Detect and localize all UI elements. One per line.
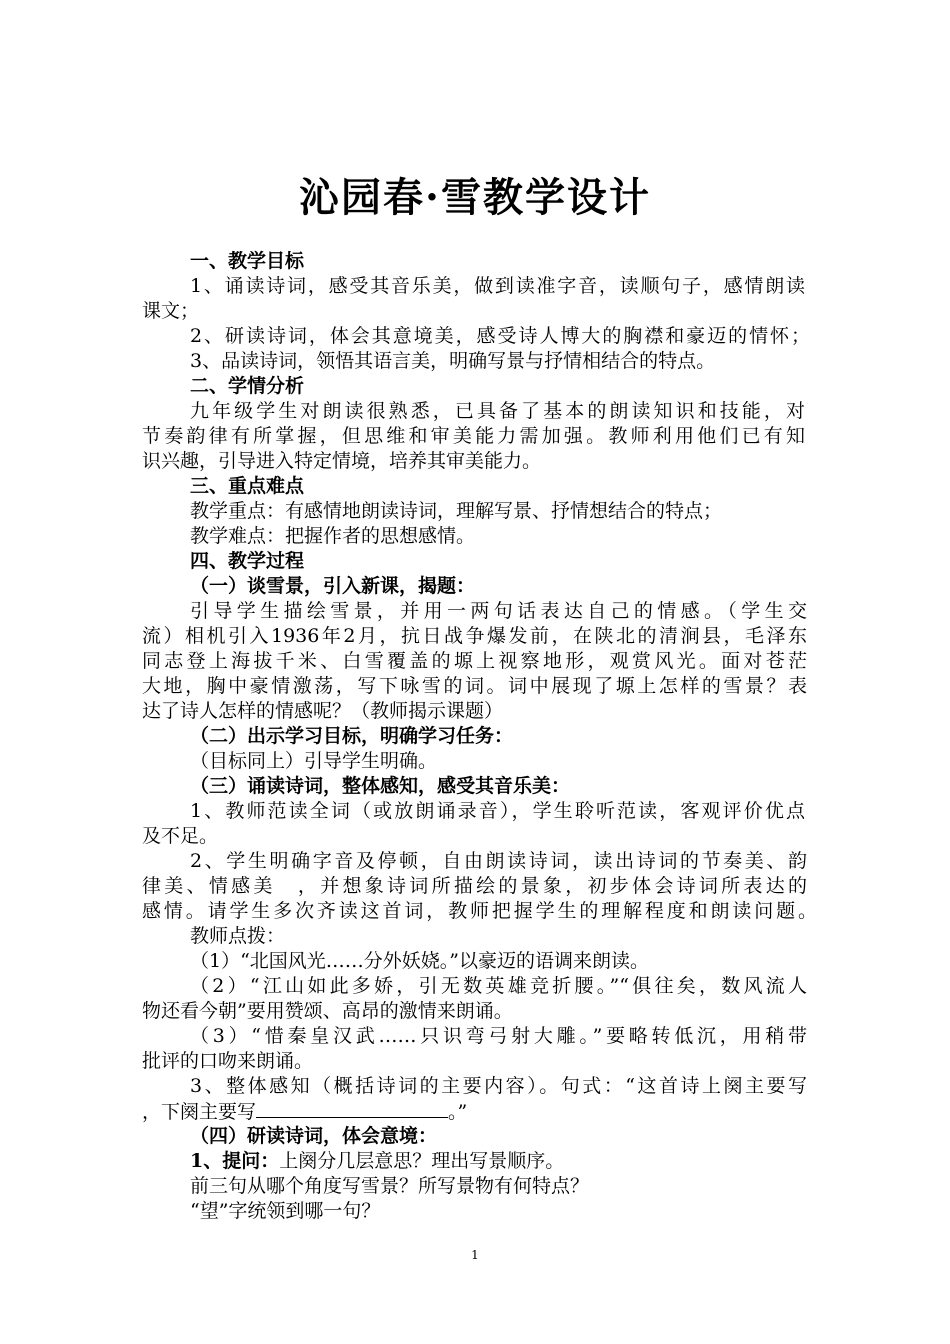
paragraph-line: 大地，胸中豪情激荡，写下咏雪的词。词中展现了塬上怎样的雪景？表: [142, 675, 807, 697]
fill-in-sentence: [142, 1099, 467, 1125]
subheading-part-2: （二）出示学习目标，明确学习任务：: [190, 725, 514, 747]
paragraph-line: 流）相机引入1936年2月，抗日战争爆发前，在陕北的清涧县，毛泽东: [142, 625, 807, 647]
subheading-part-4: （四）研读诗词，体会意境：: [190, 1125, 438, 1147]
paragraph-line: （3）“惜秦皇汉武……只识弯弓射大雕。”要略转低沉，用稍带: [190, 1025, 807, 1047]
paragraph-line: 3、整体感知（概括诗词的主要内容）。句式：“这首诗上阕主要写: [190, 1075, 807, 1097]
paragraph-line: 达了诗人怎样的情感呢？（教师揭示课题）: [142, 700, 504, 722]
heading-key-points: 三、重点难点: [190, 475, 305, 497]
paragraph-line: 引导学生描绘雪景，并用一两句话表达自己的情感。（学生交: [190, 600, 807, 622]
paragraph-line: 2、学生明确字音及停顿，自由朗读诗词，读出诗词的节奏美、韵: [190, 850, 807, 872]
paragraph-line: 九年级学生对朗读很熟悉，已具备了基本的朗读知识和技能，对: [190, 400, 805, 422]
fill-in-blank: [256, 1099, 448, 1118]
heading-teaching-process: 四、教学过程: [190, 550, 305, 572]
paragraph-line: 教学重点：有感情地朗读诗词，理解写景、抒情想结合的特点；: [190, 500, 723, 522]
heading-student-analysis: 二、学情分析: [190, 375, 305, 397]
paragraph-line: 物还看今朝”要用赞颂、高昂的激情来朗诵。: [142, 1000, 513, 1022]
paragraph-line: 识兴趣，引导进入特定情境，培养其审美能力。: [142, 450, 542, 472]
paragraph-line: 教师点拨：: [190, 925, 286, 947]
paragraph-line: （目标同上）引导学生明确。: [190, 750, 438, 772]
paragraph-line: 感情。请学生多次齐读这首词，教师把握学生的理解程度和朗读问题。: [142, 900, 817, 922]
paragraph-line: 2、研读诗词，体会其意境美，感受诗人博大的胸襟和豪迈的情怀；: [190, 325, 810, 347]
paragraph-line: 1、诵读诗词，感受其音乐美，做到读准字音，读顺句子，感情朗读: [190, 275, 805, 297]
question-text: 上阕分几层意思？理出写景顺序。: [279, 1150, 565, 1172]
document-title: 沁园春·雪教学设计: [299, 174, 651, 221]
page-number: 1: [471, 1248, 479, 1262]
paragraph-line: 及不足。: [142, 825, 219, 847]
subheading-part-1: （一）谈雪景，引入新课，揭题：: [190, 575, 476, 597]
paragraph-line: 前三句从哪个角度写雪景？所写景物有何特点？: [190, 1175, 590, 1197]
paragraph-line: 1、教师范读全词（或放朗诵录音），学生聆听范读，客观评价优点: [190, 800, 805, 822]
paragraph-line: 批评的口吻来朗诵。: [142, 1050, 314, 1072]
paragraph-line: （2）“江山如此多娇，引无数英雄竞折腰。”“俱往矣，数风流人: [190, 975, 807, 997]
paragraph-line: （1）“北国风光……分外妖娆。”以豪迈的语调来朗读。: [190, 950, 650, 972]
sentence-part: ，下阕主要写: [142, 1101, 257, 1123]
paragraph-line: 节奏韵律有所掌握，但思维和审美能力需加强。教师利用他们已有知: [142, 425, 805, 447]
paragraph-line: 课文；: [142, 300, 200, 322]
question-label: 1、提问：: [190, 1150, 280, 1172]
paragraph-line: 教学难点：把握作者的思想感情。: [190, 525, 476, 547]
question-line: [190, 1149, 564, 1174]
sentence-part: 。”: [448, 1101, 468, 1123]
heading-teaching-goals: 一、教学目标: [190, 250, 305, 272]
paragraph-line: 律美、情感美 ，并想象诗词所描绘的景象，初步体会诗词所表达的: [142, 875, 807, 897]
subheading-part-3: （三）诵读诗词，整体感知，感受其音乐美：: [190, 775, 571, 797]
paragraph-line: “望”字统领到哪一句？: [190, 1200, 381, 1222]
paragraph-line: 3、品读诗词，领悟其语言美，明确写景与抒情相结合的特点。: [190, 350, 716, 372]
paragraph-line: 同志登上海拔千米、白雪覆盖的塬上视察地形，观赏风光。面对苍茫: [142, 650, 807, 672]
